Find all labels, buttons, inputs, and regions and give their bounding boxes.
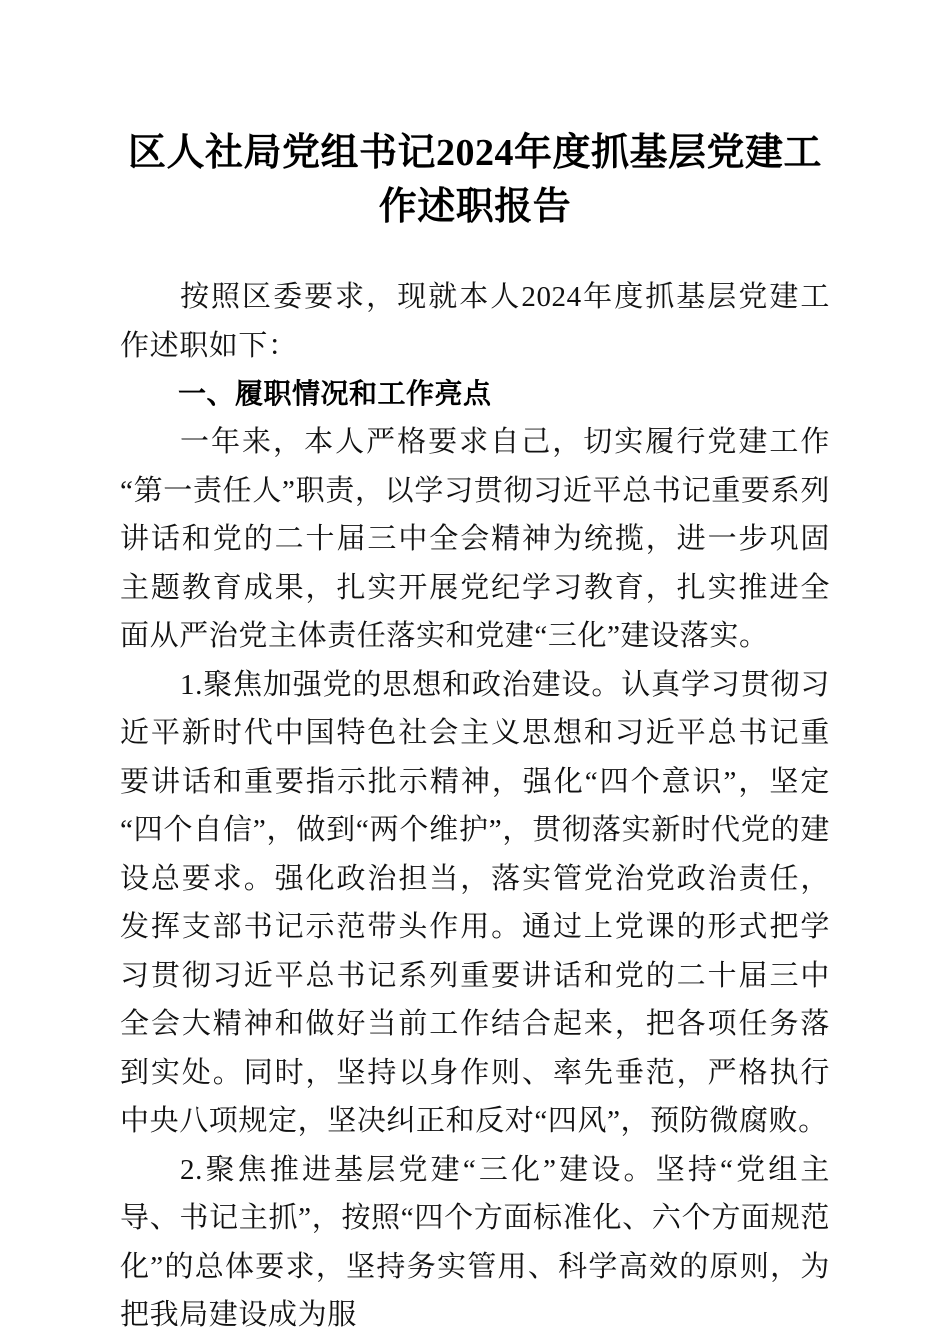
section-1-paragraph-3: 2.聚焦推进基层党建“三化”建设。坚持“党组主导、书记主抓”，按照“四个方面标准化、六个方面规范化”的总体要求，坚持务实管用、科学高效的原则，为把我局建设成为服 bbox=[120, 1153, 830, 1331]
section-1-paragraph-2: 1.聚焦加强党的思想和政治建设。认真学习贯彻习近平新时代中国特色社会主义思想和习近平总书记重要讲话和重要指示批示精神，强化“四个意识”，坚定“四个自信”，做到“两个维护”，贯彻落实新时代党的建设总要求。强化政治担当，落实管党治党政治责任，发挥支部书记示范带头作用。通过上党课的形式把学习贯彻习近平总书记系列重要讲话和党的二十届三中全会大精神和做好当前工作结合起来，把各项任务落到实处。同时，坚持以身作则、率先垂范，严格执行中央八项规定，坚决纠正和反对“四风”，预防微腐败。 bbox=[120, 668, 830, 1137]
document-content-column bbox=[120, 0, 830, 1340]
page-title: 区人社局党组书记2024年度抓基层党建工作述职报告 bbox=[127, 132, 822, 228]
section-heading-1: 一、履职情况和工作亮点 bbox=[178, 378, 492, 409]
intro-paragraph: 按照区委要求，现就本人2024年度抓基层党建工作述职如下： bbox=[120, 281, 830, 362]
section-1-paragraph-1: 一年来，本人严格要求自己，切实履行党建工作“第一责任人”职责，以学习贯彻习近平总书记重要系列讲话和党的二十届三中全会精神为统揽，进一步巩固主题教育成果，扎实开展党纪学习教育，扎实推进全面从严治党主体责任落实和党建“三化”建设落实。 bbox=[120, 426, 830, 652]
title-body-spacer bbox=[120, 234, 830, 273]
